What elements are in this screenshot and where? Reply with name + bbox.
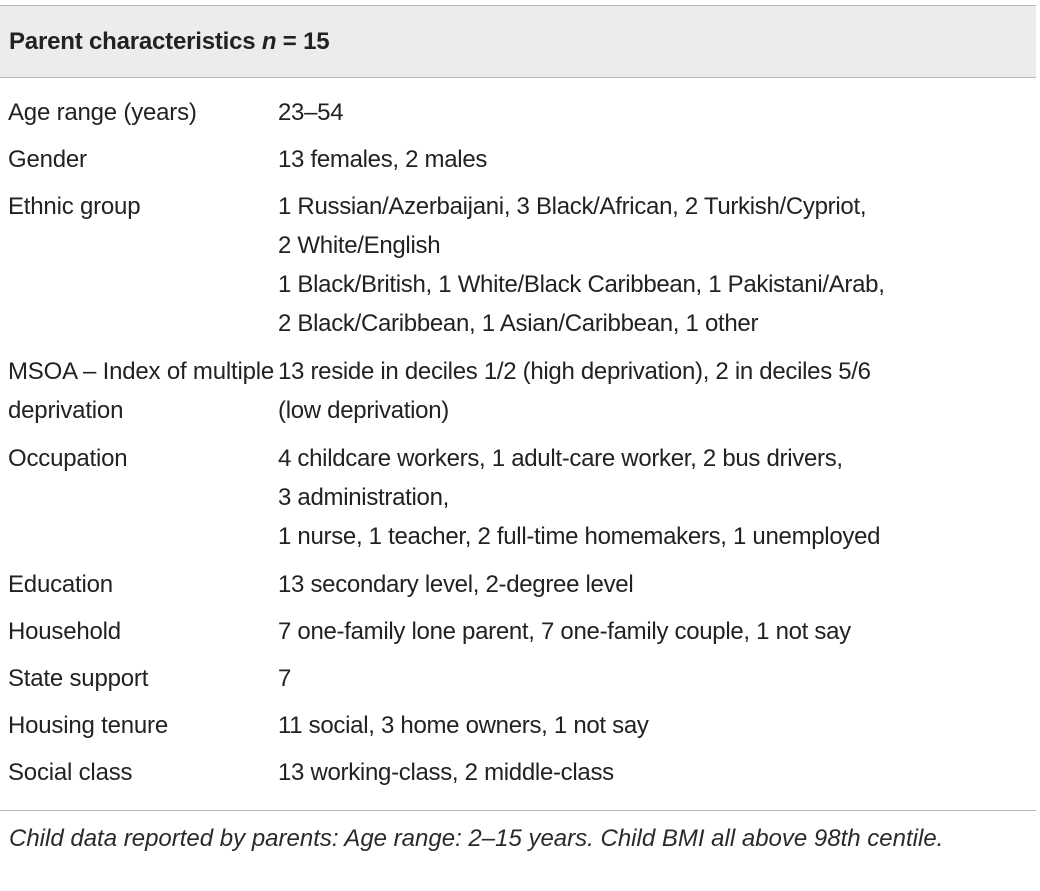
table-footnote: Child data reported by parents: Age range: 2–15 years. Child BMI all above 98th centile. xyxy=(9,825,944,852)
title-suffix: = 15 xyxy=(276,28,330,55)
row-value: 13 working-class, 2 middle-class xyxy=(278,759,614,786)
table-row-gender xyxy=(0,140,1036,187)
row-value: 4 childcare workers, 1 adult-care worker, 2 bus drivers, 3 administration, 1 nurse, 1 teacher, 2 full-time homemakers, 1 unemployed xyxy=(278,445,881,550)
title-n: n xyxy=(261,28,277,55)
row-value: 13 females, 2 males xyxy=(278,146,488,173)
table-header xyxy=(0,5,1036,78)
row-value: 7 one-family lone parent, 7 one-family couple, 1 not say xyxy=(278,618,851,645)
row-label: State support xyxy=(8,665,149,692)
row-label: Ethnic group xyxy=(8,193,141,220)
row-value: 11 social, 3 home owners, 1 not say xyxy=(278,712,649,739)
row-label: Age range (years) xyxy=(8,99,197,126)
table-row-household xyxy=(0,612,1036,659)
table-title xyxy=(9,28,329,56)
table-row-housing-tenure xyxy=(0,706,1036,753)
table-row-occupation xyxy=(0,439,1036,565)
table-row-social-class xyxy=(0,753,1036,793)
table-bottom-rule xyxy=(0,810,1036,811)
row-value: 13 secondary level, 2-degree level xyxy=(278,571,634,598)
row-label: Education xyxy=(8,571,113,598)
row-label: MSOA – Index of multiple deprivation xyxy=(8,358,275,424)
table-body xyxy=(0,93,1036,793)
table-row-ethnic-group xyxy=(0,187,1036,352)
table-row-msoa xyxy=(0,352,1036,439)
row-value: 23–54 xyxy=(278,99,344,126)
row-label: Occupation xyxy=(8,445,128,472)
row-label: Social class xyxy=(8,759,133,786)
row-value: 1 Russian/Azerbaijani, 3 Black/African, 2 Turkish/Cypriot, 2 White/English 1 Black/British, 1 White/Black Caribbean, 1 Pakistani/Arab, 2 Black/Caribbean, 1 Asian/Caribbean, 1 other xyxy=(278,193,885,337)
title-prefix: Parent characteristics xyxy=(9,28,262,55)
row-label: Household xyxy=(8,618,121,645)
row-label: Gender xyxy=(8,146,87,173)
row-value: 13 reside in deciles 1/2 (high deprivation), 2 in deciles 5/6 (low deprivation) xyxy=(278,358,871,424)
table-row-state-support xyxy=(0,659,1036,706)
row-label: Housing tenure xyxy=(8,712,168,739)
table-row-education xyxy=(0,565,1036,612)
table-row-age-range xyxy=(0,93,1036,140)
row-value: 7 xyxy=(278,665,292,692)
